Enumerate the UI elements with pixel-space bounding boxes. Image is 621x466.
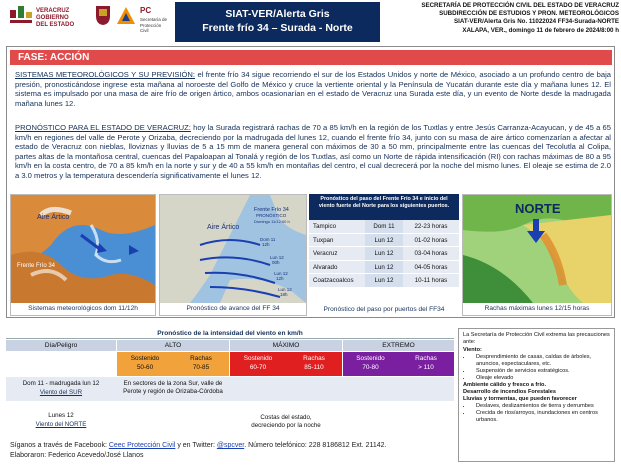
table-row: Alvarado Lun 12 04-05 horas	[309, 261, 459, 275]
row1-alto-zones: En sectores de la zona Sur, valle de Perote y región de Orizaba-Córdoba	[123, 380, 223, 395]
footer	[10, 441, 456, 461]
svg-text:12h: 12h	[262, 242, 270, 247]
satellite-map-icon	[11, 195, 155, 303]
svg-text:Lun 12: Lun 12	[274, 271, 288, 276]
reco-fires: Desarrollo de incendios Forestales	[463, 389, 556, 395]
forecast-title: PRONÓSTICO PARA EL ESTADO DE VERACRUZ:	[15, 123, 191, 132]
reco-intro: La Secretaría de Protección Civil extrema las precauciones ante:	[463, 332, 610, 345]
svg-text:PRONÓSTICO: PRONÓSTICO	[256, 213, 287, 218]
header	[0, 0, 621, 44]
svg-text:Aire Ártico: Aire Ártico	[37, 214, 70, 221]
svg-text:NORTE: NORTE	[515, 201, 561, 216]
wind-table-title: Pronóstico de la intensidad del viento en km/h	[6, 328, 454, 339]
svg-text:00h: 00h	[272, 260, 280, 265]
svg-text:Frente Frío 34: Frente Frío 34	[254, 207, 289, 213]
svg-text:Domingo 11/12:00 h: Domingo 11/12:00 h	[254, 219, 290, 224]
systems-paragraph: SISTEMAS METEOROLÓGICOS Y SU PREVISIÓN: el frente frío 34 sigue recorriendo el sur de los Estados Unidos y norte de México, asociado a un profundo centro de baja presión, pronosticándose ingrese esta mañana al noroeste del Golfo de México y cruce la vertiente oriental y la Península de Yucatán durante este día y mañana lunes 12. El sistema es impulsado por una masa de aire frío de origen ártico, ambos ocasionarían en el estado de Veracruz una Surada este día, y un evento de Norte desde la madrugada mañana lunes 12.	[15, 70, 611, 108]
forecast-map-caption: Pronóstico de avance del FF 34	[160, 303, 306, 315]
row2-north-wind-link[interactable]: Viento del NORTE	[35, 421, 87, 428]
veracruz-logo-text: VERACRUZ GOBIERNO DEL ESTADO	[36, 8, 75, 28]
ports-caption: Pronóstico del paso por puertos del FF34	[309, 304, 459, 316]
list-item: • Desprendimiento de casas, caídas de árboles, anuncios, espectaculares, etc.	[472, 354, 610, 368]
col-alto: ALTO	[117, 340, 229, 351]
pc-logo-subtext: Secretaría de Protección Civil	[140, 17, 168, 33]
reco-ambient: Ambiente cálido y fresco a frío.	[463, 382, 546, 388]
header-info: SECRETARÍA DE PROTECCIÓN CIVIL DEL ESTADO DE VERACRUZ SUBDIRECCIÓN DE ESTUDIOS Y PRON. METEOROLÓGICOS SIAT-VER/Alerta Gris No. 11022024 FF34-Surada-NORTE XALAPA, VER., domingo 11 de febrero de 2024/8:00 h	[421, 2, 619, 34]
row2-day: Lunes 12	[48, 412, 74, 419]
alto-gusts: Rachas 70-85	[173, 352, 229, 376]
facebook-link[interactable]: Ceec Protección Civil	[108, 442, 176, 449]
svg-text:Lun 12: Lun 12	[270, 255, 284, 260]
ext-sustained: Sostenido 70-80	[343, 352, 398, 376]
alto-sustained: Sostenido 50-60	[117, 352, 173, 376]
alert-banner	[175, 2, 380, 42]
reco-wind-list	[472, 354, 610, 382]
state-seal-icon	[94, 4, 112, 26]
svg-text:18h: 18h	[280, 292, 288, 297]
row1-day: Dom 11 - madrugada lun 12	[22, 380, 100, 387]
bulletin-panel	[6, 46, 615, 318]
list-item: • Crecida de ríos/arroyos, inundaciones en centros urbanos.	[472, 410, 610, 424]
max-sustained: Sostenido 60-70	[230, 352, 286, 376]
banner-subtitle: Frente frío 34 – Surada - Norte	[202, 22, 353, 34]
row1-south-wind-link[interactable]: Viento del SUR	[39, 389, 83, 396]
banner-title: SIAT-VER/Alerta Gris	[225, 8, 330, 20]
satellite-caption: Sistemas meteorológicos dom 11/12h	[11, 303, 155, 315]
ext-gusts: Rachas > 110	[398, 352, 454, 376]
reco-rain-list	[472, 403, 610, 424]
row2-max-zones: Costas del estado, decreciendo por la noche	[251, 414, 321, 429]
svg-text:Dom 11: Dom 11	[260, 237, 276, 242]
ports-table-header: Pronóstico del paso del Frente Frío 34 e inicio del viento fuerte del Norte para los siguientes puertos.	[309, 194, 459, 220]
recommendations-box	[458, 328, 615, 462]
reco-wind: Viento:	[463, 347, 482, 353]
forecast-map-icon	[160, 195, 306, 303]
forecast-map-image	[159, 194, 307, 316]
footer-authors: Elaboraron: Federico Acevedo/José Llanos	[10, 452, 144, 459]
svg-text:12h: 12h	[276, 276, 284, 281]
table-row: Tuxpan Lun 12 01-02 horas	[309, 234, 459, 248]
col-maximo: MÁXIMO	[230, 340, 342, 351]
pc-logo-text: PC	[140, 6, 152, 15]
wind-intensity-table	[6, 328, 454, 440]
svg-text:Aire Ártico: Aire Ártico	[207, 224, 240, 231]
svg-text:Frente Frío 34: Frente Frío 34	[17, 263, 56, 269]
pc-logo-icon	[116, 6, 136, 26]
list-item: • Oleaje elevado	[472, 375, 610, 382]
ports-table	[309, 194, 459, 316]
twitter-link[interactable]: @spcver	[216, 442, 245, 449]
gusts-map-image	[462, 194, 612, 316]
logos	[0, 0, 170, 44]
footer-contact: Síganos a través de Facebook: Ceec Protección Civil y en Twitter: @spcver. Número telefónico: 228 8186812 Ext. 21142.	[10, 442, 387, 449]
list-item: • Suspensión de servicios estratégicos.	[472, 368, 610, 375]
gusts-caption: Rachas máximas lunes 12/15 horas	[463, 303, 611, 315]
table-row: Tampico Dom 11 22-23 horas	[309, 220, 459, 234]
systems-title: SISTEMAS METEOROLÓGICOS Y SU PREVISIÓN:	[15, 70, 195, 79]
max-gusts: Rachas 85-110	[286, 352, 342, 376]
phase-label: FASE: ACCIÓN	[10, 50, 612, 65]
reco-rain: Lluvias y tormentas, que pueden favorecer	[463, 396, 577, 402]
gusts-map-icon	[463, 195, 611, 303]
list-item: • Deslaves, deslizamientos de tierra y derrumbes	[472, 403, 610, 410]
col-day-peril: Día/Peligro	[6, 340, 116, 351]
forecast-paragraph: PRONÓSTICO PARA EL ESTADO DE VERACRUZ: hoy la Surada registrará rachas de 70 a 85 km/h en la región de los Tuxtlas y entre Jesús Carranza-Acayucan, y de 45 a 65 km/h en regiones del valle de Perote y Orizaba, decreciendo por la madrugada del lunes 12, cuando el frente frío 34, junto con su masa de aire ártico comenzarían a afectar al estado de Veracruz con nieblas, lloviznas y lluvias de 5 a 15 mm de manera general con máximos de 30 a 50 mm, principalmente entre las cuencas del Tecolutla al Colipa, partes altas de la montañosa central, cuencas del Papaloapan al Tonalá y región de los Tuxtlas, así como un Norte de rápida intensificación (RI) con rachas máximas de 80 a 95 km/h en la costa centro, de 70 a 85 km/h en la norte y sur y de 40 a 55 km/h en montañas del centro, el cual decrecerá por la noche del mismo lunes. El oleaje se estima de 2.0 a 3.0 metros y la temperatura descendería significativamente el lunes 12.	[15, 123, 612, 180]
table-row: Coatzacoalcos Lun 12 10-11 horas	[309, 274, 459, 288]
satellite-image	[10, 194, 156, 316]
table-row: Veracruz Lun 12 03-04 horas	[309, 247, 459, 261]
svg-text:Lun 12: Lun 12	[278, 287, 292, 292]
col-extremo: EXTREMO	[343, 340, 454, 351]
